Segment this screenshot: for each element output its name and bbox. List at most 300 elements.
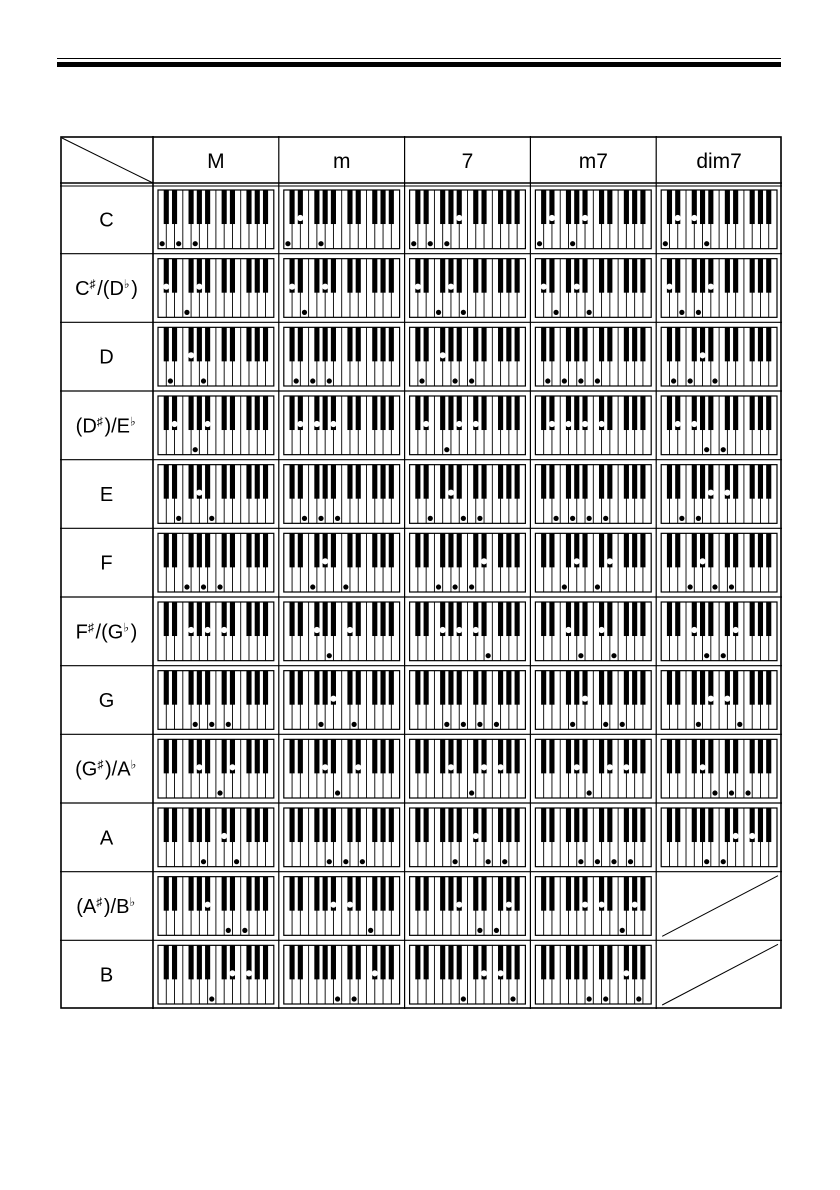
black-key: [582, 533, 587, 567]
note-dot: [494, 722, 499, 727]
black-key: [758, 190, 763, 224]
black-key: [498, 465, 503, 499]
black-key: [566, 808, 571, 842]
black-key: [263, 739, 268, 773]
note-dot: [356, 765, 361, 770]
note-dot: [545, 378, 550, 383]
black-key: [574, 945, 579, 979]
black-key: [624, 190, 629, 224]
note-dot: [201, 859, 206, 864]
note-dot: [298, 215, 303, 220]
note-dot: [549, 215, 554, 220]
chord-keyboard: [410, 533, 526, 592]
note-dot: [599, 421, 604, 426]
black-key: [290, 808, 295, 842]
black-key: [172, 739, 177, 773]
note-dot: [494, 928, 499, 933]
black-key: [632, 533, 637, 567]
chord-keyboard: [661, 396, 777, 455]
black-key: [750, 259, 755, 293]
black-key: [574, 465, 579, 499]
black-key: [255, 739, 260, 773]
black-key: [515, 396, 520, 430]
black-key: [314, 533, 319, 567]
black-key: [448, 396, 453, 430]
black-key: [246, 602, 251, 636]
chord-keyboard: [535, 808, 651, 867]
black-key: [506, 327, 511, 361]
black-key: [498, 327, 503, 361]
black-key: [675, 808, 680, 842]
black-key: [205, 327, 210, 361]
note-dot: [327, 378, 332, 383]
black-key: [541, 808, 546, 842]
black-key: [389, 602, 394, 636]
black-key: [515, 877, 520, 911]
black-key: [314, 739, 319, 773]
black-key: [290, 945, 295, 979]
chord-keyboard: [158, 465, 274, 524]
chord-keyboard: [158, 190, 274, 249]
note-dot: [444, 722, 449, 727]
black-key: [766, 602, 771, 636]
chord-keyboard: [158, 739, 274, 798]
note-dot: [352, 722, 357, 727]
black-key: [389, 190, 394, 224]
black-key: [566, 259, 571, 293]
black-key: [549, 465, 554, 499]
black-key: [424, 945, 429, 979]
black-key: [255, 190, 260, 224]
black-key: [290, 533, 295, 567]
note-dot: [688, 584, 693, 589]
black-key: [255, 671, 260, 705]
note-dot: [708, 284, 713, 289]
black-key: [347, 671, 352, 705]
black-key: [448, 671, 453, 705]
black-key: [380, 465, 385, 499]
black-key: [323, 808, 328, 842]
black-key: [448, 602, 453, 636]
black-key: [356, 808, 361, 842]
black-key: [222, 739, 227, 773]
note-dot: [222, 627, 227, 632]
black-key: [607, 465, 612, 499]
black-key: [498, 877, 503, 911]
black-key: [189, 396, 194, 430]
black-key: [473, 259, 478, 293]
chord-keyboard: [535, 671, 651, 730]
note-dot: [675, 215, 680, 220]
black-key: [347, 945, 352, 979]
black-key: [725, 739, 730, 773]
black-key: [541, 327, 546, 361]
black-key: [607, 877, 612, 911]
note-dot: [331, 902, 336, 907]
black-key: [750, 190, 755, 224]
black-key: [566, 465, 571, 499]
row-label: A: [99, 827, 114, 850]
black-key: [640, 945, 645, 979]
black-key: [290, 877, 295, 911]
note-dot: [733, 833, 738, 838]
black-key: [440, 945, 445, 979]
black-key: [632, 739, 637, 773]
note-dot: [553, 310, 558, 315]
black-key: [189, 739, 194, 773]
note-dot: [197, 765, 202, 770]
black-key: [372, 190, 377, 224]
black-key: [733, 671, 738, 705]
note-dot: [498, 971, 503, 976]
note-dot: [607, 559, 612, 564]
black-key: [222, 465, 227, 499]
note-dot: [197, 490, 202, 495]
black-key: [222, 877, 227, 911]
note-dot: [502, 859, 507, 864]
black-key: [230, 465, 235, 499]
black-key: [733, 259, 738, 293]
black-key: [424, 877, 429, 911]
note-dot: [486, 859, 491, 864]
black-key: [632, 259, 637, 293]
black-key: [389, 808, 394, 842]
note-dot: [217, 584, 222, 589]
black-key: [290, 465, 295, 499]
black-key: [380, 877, 385, 911]
black-key: [415, 533, 420, 567]
black-key: [189, 259, 194, 293]
black-key: [205, 465, 210, 499]
black-key: [700, 602, 705, 636]
chord-keyboard: [661, 465, 777, 524]
black-key: [347, 396, 352, 430]
note-dot: [607, 765, 612, 770]
black-key: [541, 945, 546, 979]
note-dot: [587, 996, 592, 1001]
black-key: [222, 190, 227, 224]
black-key: [440, 190, 445, 224]
black-key: [632, 190, 637, 224]
black-key: [380, 190, 385, 224]
black-key: [298, 945, 303, 979]
black-key: [197, 533, 202, 567]
note-dot: [549, 421, 554, 426]
black-key: [323, 877, 328, 911]
black-key: [624, 327, 629, 361]
black-key: [498, 808, 503, 842]
black-key: [424, 327, 429, 361]
black-key: [515, 945, 520, 979]
note-dot: [469, 584, 474, 589]
note-dot: [347, 902, 352, 907]
note-dot: [164, 284, 169, 289]
black-key: [331, 945, 336, 979]
black-key: [290, 190, 295, 224]
black-key: [197, 396, 202, 430]
note-dot: [574, 559, 579, 564]
black-key: [506, 945, 511, 979]
chord-keyboard: [284, 808, 400, 867]
black-key: [164, 671, 169, 705]
black-key: [549, 327, 554, 361]
chord-keyboard: [410, 877, 526, 936]
black-key: [172, 465, 177, 499]
black-key: [415, 808, 420, 842]
black-key: [230, 671, 235, 705]
black-key: [667, 396, 672, 430]
black-key: [640, 877, 645, 911]
row-label: F♯ /(G♭ ): [75, 620, 138, 644]
black-key: [172, 945, 177, 979]
black-key: [189, 808, 194, 842]
black-key: [424, 808, 429, 842]
black-key: [624, 465, 629, 499]
note-dot: [566, 627, 571, 632]
black-key: [574, 671, 579, 705]
black-key: [331, 190, 336, 224]
black-key: [582, 259, 587, 293]
note-dot: [440, 627, 445, 632]
black-key: [541, 190, 546, 224]
row-label: (D♯ )/E♭: [75, 414, 136, 438]
black-key: [599, 739, 604, 773]
black-key: [675, 671, 680, 705]
note-dot: [628, 859, 633, 864]
black-key: [255, 945, 260, 979]
black-key: [766, 808, 771, 842]
black-key: [549, 808, 554, 842]
black-key: [255, 327, 260, 361]
black-key: [758, 739, 763, 773]
chord-keyboard: [284, 190, 400, 249]
black-key: [692, 533, 697, 567]
black-key: [323, 190, 328, 224]
black-key: [692, 327, 697, 361]
note-dot: [679, 516, 684, 521]
black-key: [640, 259, 645, 293]
black-key: [380, 945, 385, 979]
chord-keyboard: [284, 396, 400, 455]
black-key: [599, 533, 604, 567]
black-key: [624, 877, 629, 911]
black-key: [498, 259, 503, 293]
black-key: [667, 602, 672, 636]
black-key: [725, 327, 730, 361]
black-key: [481, 671, 486, 705]
note-dot: [595, 584, 600, 589]
black-key: [222, 327, 227, 361]
note-dot: [708, 490, 713, 495]
note-dot: [461, 310, 466, 315]
black-key: [481, 808, 486, 842]
black-key: [380, 259, 385, 293]
black-key: [733, 465, 738, 499]
black-key: [758, 671, 763, 705]
chord-keyboard: [158, 602, 274, 661]
note-dot: [570, 241, 575, 246]
black-key: [624, 602, 629, 636]
black-key: [246, 808, 251, 842]
black-key: [372, 808, 377, 842]
black-key: [172, 808, 177, 842]
row-label: C: [99, 209, 114, 232]
black-key: [582, 602, 587, 636]
black-key: [700, 808, 705, 842]
note-dot: [160, 241, 165, 246]
note-dot: [457, 902, 462, 907]
note-dot: [314, 421, 319, 426]
black-key: [205, 259, 210, 293]
black-key: [331, 739, 336, 773]
black-key: [700, 259, 705, 293]
black-key: [708, 602, 713, 636]
black-key: [314, 877, 319, 911]
black-key: [197, 945, 202, 979]
black-key: [246, 465, 251, 499]
black-key: [640, 396, 645, 430]
black-key: [424, 533, 429, 567]
chord-keyboard: [661, 808, 777, 867]
chord-keyboard: [410, 465, 526, 524]
note-dot: [486, 653, 491, 658]
note-dot: [729, 790, 734, 795]
black-key: [424, 671, 429, 705]
black-key: [750, 465, 755, 499]
black-key: [700, 190, 705, 224]
row-label: B: [99, 964, 114, 987]
black-key: [197, 671, 202, 705]
black-key: [189, 190, 194, 224]
black-key: [733, 327, 738, 361]
chord-keyboard: [410, 602, 526, 661]
note-dot: [302, 516, 307, 521]
note-dot: [343, 584, 348, 589]
black-key: [415, 190, 420, 224]
black-key: [323, 465, 328, 499]
black-key: [255, 396, 260, 430]
black-key: [314, 945, 319, 979]
black-key: [549, 877, 554, 911]
black-key: [599, 808, 604, 842]
note-dot: [587, 516, 592, 521]
black-key: [314, 190, 319, 224]
chord-keyboard: [535, 327, 651, 386]
black-key: [566, 739, 571, 773]
black-key: [263, 190, 268, 224]
black-key: [246, 739, 251, 773]
black-key: [298, 533, 303, 567]
note-dot: [721, 447, 726, 452]
black-key: [347, 259, 352, 293]
black-key: [457, 671, 462, 705]
black-key: [440, 465, 445, 499]
black-key: [197, 808, 202, 842]
note-dot: [578, 859, 583, 864]
black-key: [640, 739, 645, 773]
note-dot: [176, 516, 181, 521]
black-key: [515, 602, 520, 636]
black-key: [574, 327, 579, 361]
black-key: [708, 190, 713, 224]
black-key: [380, 602, 385, 636]
black-key: [692, 808, 697, 842]
chord-keyboard: [284, 945, 400, 1004]
black-key: [515, 465, 520, 499]
black-key: [725, 602, 730, 636]
black-key: [582, 327, 587, 361]
chord-keyboard: [284, 327, 400, 386]
black-key: [164, 190, 169, 224]
note-dot: [230, 765, 235, 770]
black-key: [298, 671, 303, 705]
note-dot: [448, 284, 453, 289]
black-key: [574, 396, 579, 430]
row-label: F: [100, 552, 113, 575]
black-key: [541, 533, 546, 567]
black-key: [692, 739, 697, 773]
note-dot: [578, 653, 583, 658]
note-dot: [372, 971, 377, 976]
black-key: [331, 533, 336, 567]
black-key: [205, 671, 210, 705]
chord-keyboard: [158, 671, 274, 730]
black-key: [766, 327, 771, 361]
black-key: [506, 671, 511, 705]
note-dot: [611, 859, 616, 864]
note-dot: [477, 928, 482, 933]
black-key: [347, 190, 352, 224]
note-dot: [696, 722, 701, 727]
black-key: [632, 945, 637, 979]
black-key: [314, 808, 319, 842]
note-dot: [419, 378, 424, 383]
note-dot: [481, 971, 486, 976]
note-dot: [335, 790, 340, 795]
note-dot: [574, 765, 579, 770]
black-key: [230, 190, 235, 224]
column-header: dim7: [696, 150, 742, 173]
black-key: [506, 190, 511, 224]
black-key: [222, 396, 227, 430]
note-dot: [671, 378, 676, 383]
black-key: [331, 808, 336, 842]
note-dot: [477, 722, 482, 727]
black-key: [574, 190, 579, 224]
black-key: [415, 465, 420, 499]
note-dot: [448, 765, 453, 770]
black-key: [506, 602, 511, 636]
note-dot: [624, 765, 629, 770]
note-dot: [679, 310, 684, 315]
black-key: [172, 533, 177, 567]
black-key: [506, 533, 511, 567]
black-key: [457, 327, 462, 361]
note-dot: [636, 996, 641, 1001]
black-key: [640, 533, 645, 567]
black-key: [290, 327, 295, 361]
black-key: [164, 396, 169, 430]
black-key: [356, 327, 361, 361]
black-key: [506, 259, 511, 293]
black-key: [230, 602, 235, 636]
black-key: [448, 877, 453, 911]
note-dot: [473, 627, 478, 632]
note-dot: [242, 928, 247, 933]
note-dot: [440, 353, 445, 358]
black-key: [498, 533, 503, 567]
black-key: [457, 259, 462, 293]
